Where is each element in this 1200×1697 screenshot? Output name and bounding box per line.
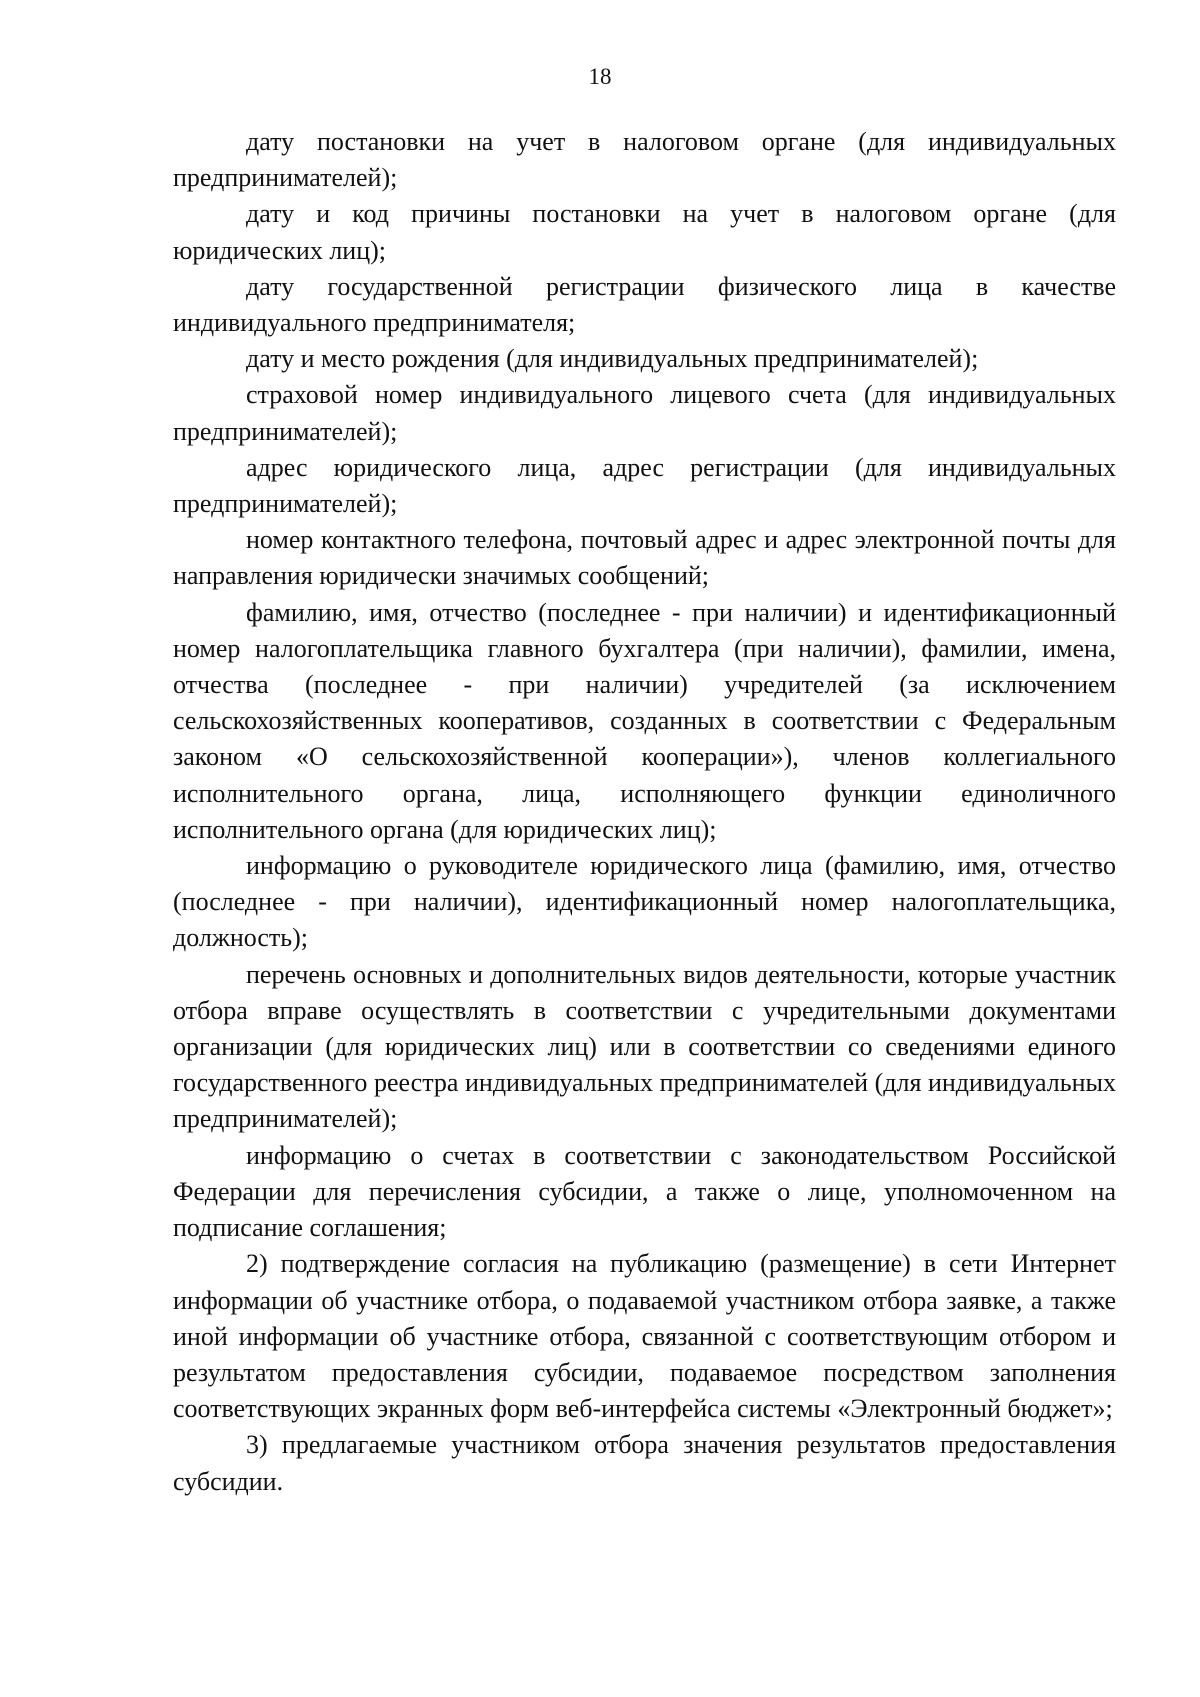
paragraph: номер контактного телефона, почтовый адрес и адрес электронной почты для направления юридически значимых сообщений; xyxy=(173,525,1116,591)
paragraph: 3) предлагаемые участником отбора значения результатов предоставления субсидии. xyxy=(173,1430,1116,1496)
paragraph: перечень основных и дополнительных видов деятельности, которые участник отбора вправе осуществлять в соответствии с учредительными документами организации (для юридических лиц) или в соответствии со сведениями единого государственного реестра индивидуальных предпринимателей (для индивидуальных предпринимателей); xyxy=(173,959,1116,1134)
paragraph: дату и код причины постановки на учет в налоговом органе (для юридических лиц); xyxy=(173,199,1116,265)
paragraph: 2) подтверждение согласия на публикацию (размещение) в сети Интернет информации об участнике отбора, о подаваемой участником отбора заявке, а также иной информации об участнике отбора, связанной с соответствующим отбором и результатом предоставления субсидии, подаваемое посредством заполнения соответствующих экранных форм веб-интерфейса системы «Электронный бюджет»; xyxy=(173,1249,1116,1424)
paragraph: дату постановки на учет в налоговом органе (для индивидуальных предпринимателей); xyxy=(173,127,1116,193)
paragraph: дату государственной регистрации физического лица в качестве индивидуального предпринимателя; xyxy=(173,271,1116,338)
paragraph: информацию о руководителе юридического лица (фамилию, имя, отчество (последнее - при наличии), идентификационный номер налогоплательщика, должность); xyxy=(173,851,1116,953)
paragraph: фамилию, имя, отчество (последнее - при наличии) и идентификационный номер налогоплательщика главного бухгалтера (при наличии), фамилии, имена, отчества (последнее - при наличии) учредителей (за исключением сельскохозяйственных кооперативов, созданных в соответствии с Федеральным законом «О сельскохозяйственной кооперации»), членов коллегиального исполнительного органа, лица, исполняющего функции единоличного исполнительного органа (для юридических лиц); xyxy=(173,597,1116,844)
paragraph: адрес юридического лица, адрес регистрации (для индивидуальных предпринимателей); xyxy=(173,452,1116,519)
document-body xyxy=(173,124,1116,1500)
page-number: 18 xyxy=(588,64,612,89)
paragraph: дату и место рождения (для индивидуальных предпринимателей); xyxy=(246,344,979,374)
paragraph: страховой номер индивидуального лицевого счета (для индивидуальных предпринимателей); xyxy=(173,380,1116,446)
paragraph: информацию о счетах в соответствии с законодательством Российской Федерации для перечисления субсидии, а также о лице, уполномоченном на подписание соглашения; xyxy=(173,1140,1116,1243)
